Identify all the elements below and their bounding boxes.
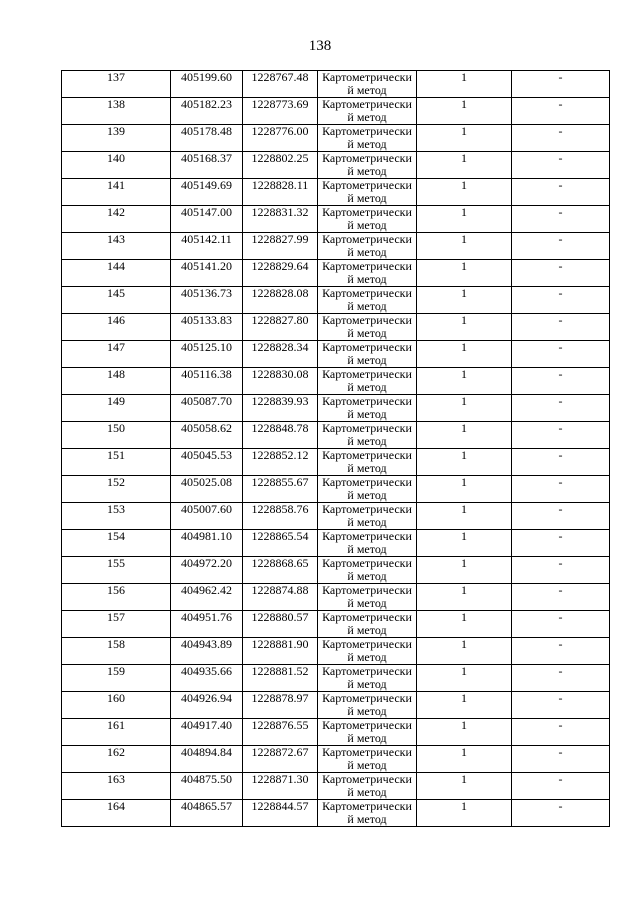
- table-row: [62, 773, 610, 800]
- point-number-cell: 141: [62, 179, 171, 206]
- x-coordinate-cell: 405182.23: [171, 98, 243, 125]
- method-cell: [318, 665, 417, 692]
- description-cell: -: [512, 233, 610, 260]
- method-line-2: й метод: [347, 325, 387, 340]
- point-number-cell: 154: [62, 530, 171, 557]
- method-cell: [318, 530, 417, 557]
- method-line-1: Картометрически: [322, 394, 412, 408]
- method-line-2: й метод: [347, 406, 387, 421]
- accuracy-cell: 1: [417, 98, 512, 125]
- accuracy-cell: 1: [417, 71, 512, 98]
- method-cell: [318, 341, 417, 368]
- x-coordinate-cell: 405045.53: [171, 449, 243, 476]
- method-line-1: Картометрически: [322, 151, 412, 165]
- method-cell: [318, 449, 417, 476]
- method-line-1: Картометрически: [322, 313, 412, 327]
- method-line-1: Картометрически: [322, 529, 412, 543]
- point-number-cell: 157: [62, 611, 171, 638]
- y-coordinate-cell: 1228876.55: [243, 719, 318, 746]
- x-coordinate-cell: 405025.08: [171, 476, 243, 503]
- method-line-1: Картометрически: [322, 421, 412, 435]
- y-coordinate-cell: 1228767.48: [243, 71, 318, 98]
- accuracy-cell: 1: [417, 692, 512, 719]
- method-cell: [318, 125, 417, 152]
- x-coordinate-cell: 404943.89: [171, 638, 243, 665]
- table-row: [62, 719, 610, 746]
- accuracy-cell: 1: [417, 368, 512, 395]
- method-line-1: Картометрически: [322, 664, 412, 678]
- table-row: [62, 611, 610, 638]
- description-cell: -: [512, 449, 610, 476]
- description-cell: -: [512, 584, 610, 611]
- description-cell: -: [512, 476, 610, 503]
- accuracy-cell: 1: [417, 152, 512, 179]
- description-cell: -: [512, 557, 610, 584]
- x-coordinate-cell: 404935.66: [171, 665, 243, 692]
- y-coordinate-cell: 1228874.88: [243, 584, 318, 611]
- method-cell: [318, 584, 417, 611]
- method-line-2: й метод: [347, 271, 387, 286]
- method-line-1: Картометрически: [322, 205, 412, 219]
- method-line-2: й метод: [347, 163, 387, 178]
- point-number-cell: 143: [62, 233, 171, 260]
- accuracy-cell: 1: [417, 314, 512, 341]
- accuracy-cell: 1: [417, 125, 512, 152]
- y-coordinate-cell: 1228880.57: [243, 611, 318, 638]
- method-line-2: й метод: [347, 568, 387, 583]
- y-coordinate-cell: 1228881.52: [243, 665, 318, 692]
- method-line-2: й метод: [347, 433, 387, 448]
- description-cell: -: [512, 179, 610, 206]
- method-cell: [318, 179, 417, 206]
- x-coordinate-cell: 405087.70: [171, 395, 243, 422]
- y-coordinate-cell: 1228868.65: [243, 557, 318, 584]
- point-number-cell: 147: [62, 341, 171, 368]
- table-row: [62, 368, 610, 395]
- point-number-cell: 151: [62, 449, 171, 476]
- table-row: [62, 179, 610, 206]
- point-number-cell: 162: [62, 746, 171, 773]
- table-row: [62, 422, 610, 449]
- method-line-1: Картометрически: [322, 124, 412, 138]
- accuracy-cell: 1: [417, 206, 512, 233]
- method-cell: [318, 692, 417, 719]
- method-cell: [318, 368, 417, 395]
- page-number: 138: [308, 38, 332, 54]
- table-row: [62, 692, 610, 719]
- method-line-1: Картометрически: [322, 637, 412, 651]
- method-line-2: й метод: [347, 352, 387, 367]
- accuracy-cell: 1: [417, 260, 512, 287]
- y-coordinate-cell: 1228839.93: [243, 395, 318, 422]
- point-number-cell: 146: [62, 314, 171, 341]
- description-cell: -: [512, 152, 610, 179]
- method-line-1: Картометрически: [322, 745, 412, 759]
- method-cell: [318, 422, 417, 449]
- method-line-1: Картометрически: [322, 232, 412, 246]
- accuracy-cell: 1: [417, 233, 512, 260]
- table-row: [62, 476, 610, 503]
- point-number-cell: 149: [62, 395, 171, 422]
- point-number-cell: 160: [62, 692, 171, 719]
- x-coordinate-cell: 405133.83: [171, 314, 243, 341]
- x-coordinate-cell: 405142.11: [171, 233, 243, 260]
- method-cell: [318, 773, 417, 800]
- method-cell: [318, 719, 417, 746]
- table-row: [62, 287, 610, 314]
- table-row: [62, 638, 610, 665]
- method-cell: [318, 503, 417, 530]
- point-number-cell: 137: [62, 71, 171, 98]
- method-cell: [318, 71, 417, 98]
- method-line-2: й метод: [347, 784, 387, 799]
- table-row: [62, 125, 610, 152]
- y-coordinate-cell: 1228828.34: [243, 341, 318, 368]
- accuracy-cell: 1: [417, 665, 512, 692]
- description-cell: -: [512, 503, 610, 530]
- method-cell: [318, 98, 417, 125]
- x-coordinate-cell: 404926.94: [171, 692, 243, 719]
- method-cell: [318, 476, 417, 503]
- accuracy-cell: 1: [417, 530, 512, 557]
- method-cell: [318, 314, 417, 341]
- table-row: [62, 206, 610, 233]
- point-number-cell: 152: [62, 476, 171, 503]
- method-line-2: й метод: [347, 379, 387, 394]
- description-cell: -: [512, 692, 610, 719]
- y-coordinate-cell: 1228865.54: [243, 530, 318, 557]
- y-coordinate-cell: 1228858.76: [243, 503, 318, 530]
- table-row: [62, 71, 610, 98]
- point-number-cell: 161: [62, 719, 171, 746]
- table-row: [62, 800, 610, 827]
- method-line-1: Картометрически: [322, 70, 412, 84]
- y-coordinate-cell: 1228827.80: [243, 314, 318, 341]
- method-line-2: й метод: [347, 109, 387, 124]
- accuracy-cell: 1: [417, 638, 512, 665]
- method-line-2: й метод: [347, 595, 387, 610]
- point-number-cell: 159: [62, 665, 171, 692]
- description-cell: -: [512, 773, 610, 800]
- point-number-cell: 150: [62, 422, 171, 449]
- x-coordinate-cell: 404972.20: [171, 557, 243, 584]
- method-line-1: Картометрически: [322, 799, 412, 813]
- method-line-2: й метод: [347, 82, 387, 97]
- x-coordinate-cell: 405199.60: [171, 71, 243, 98]
- accuracy-cell: 1: [417, 476, 512, 503]
- table-row: [62, 233, 610, 260]
- method-line-2: й метод: [347, 487, 387, 502]
- method-line-2: й метод: [347, 244, 387, 259]
- method-line-2: й метод: [347, 757, 387, 772]
- method-line-2: й метод: [347, 676, 387, 691]
- coordinates-table-body: [62, 71, 610, 827]
- method-line-1: Картометрически: [322, 772, 412, 786]
- y-coordinate-cell: 1228878.97: [243, 692, 318, 719]
- method-line-2: й метод: [347, 649, 387, 664]
- point-number-cell: 163: [62, 773, 171, 800]
- method-line-2: й метод: [347, 190, 387, 205]
- method-line-2: й метод: [347, 703, 387, 718]
- method-line-2: й метод: [347, 514, 387, 529]
- method-cell: [318, 557, 417, 584]
- table-row: [62, 395, 610, 422]
- point-number-cell: 148: [62, 368, 171, 395]
- description-cell: -: [512, 611, 610, 638]
- method-cell: [318, 638, 417, 665]
- method-line-1: Картометрически: [322, 367, 412, 381]
- method-line-2: й метод: [347, 622, 387, 637]
- x-coordinate-cell: 405116.38: [171, 368, 243, 395]
- accuracy-cell: 1: [417, 287, 512, 314]
- y-coordinate-cell: 1228855.67: [243, 476, 318, 503]
- method-cell: [318, 395, 417, 422]
- method-line-2: й метод: [347, 298, 387, 313]
- point-number-cell: 140: [62, 152, 171, 179]
- coordinates-table: [61, 70, 610, 827]
- y-coordinate-cell: 1228881.90: [243, 638, 318, 665]
- accuracy-cell: 1: [417, 449, 512, 476]
- method-cell: [318, 287, 417, 314]
- table-row: [62, 746, 610, 773]
- description-cell: -: [512, 287, 610, 314]
- table-row: [62, 98, 610, 125]
- description-cell: -: [512, 98, 610, 125]
- accuracy-cell: 1: [417, 395, 512, 422]
- x-coordinate-cell: 404875.50: [171, 773, 243, 800]
- point-number-cell: 142: [62, 206, 171, 233]
- y-coordinate-cell: 1228844.57: [243, 800, 318, 827]
- y-coordinate-cell: 1228829.64: [243, 260, 318, 287]
- description-cell: -: [512, 800, 610, 827]
- method-line-1: Картометрически: [322, 178, 412, 192]
- method-line-1: Картометрически: [322, 691, 412, 705]
- accuracy-cell: 1: [417, 719, 512, 746]
- x-coordinate-cell: 404951.76: [171, 611, 243, 638]
- point-number-cell: 144: [62, 260, 171, 287]
- method-cell: [318, 206, 417, 233]
- table-row: [62, 557, 610, 584]
- accuracy-cell: 1: [417, 800, 512, 827]
- table-row: [62, 584, 610, 611]
- method-line-1: Картометрически: [322, 340, 412, 354]
- x-coordinate-cell: 404894.84: [171, 746, 243, 773]
- point-number-cell: 145: [62, 287, 171, 314]
- x-coordinate-cell: 405136.73: [171, 287, 243, 314]
- table-row: [62, 665, 610, 692]
- table-row: [62, 152, 610, 179]
- description-cell: -: [512, 260, 610, 287]
- method-cell: [318, 260, 417, 287]
- y-coordinate-cell: 1228871.30: [243, 773, 318, 800]
- y-coordinate-cell: 1228828.11: [243, 179, 318, 206]
- x-coordinate-cell: 404981.10: [171, 530, 243, 557]
- method-line-1: Картометрически: [322, 610, 412, 624]
- table-row: [62, 314, 610, 341]
- description-cell: -: [512, 368, 610, 395]
- y-coordinate-cell: 1228802.25: [243, 152, 318, 179]
- method-line-2: й метод: [347, 136, 387, 151]
- description-cell: -: [512, 530, 610, 557]
- accuracy-cell: 1: [417, 611, 512, 638]
- accuracy-cell: 1: [417, 746, 512, 773]
- description-cell: -: [512, 341, 610, 368]
- y-coordinate-cell: 1228776.00: [243, 125, 318, 152]
- x-coordinate-cell: 404962.42: [171, 584, 243, 611]
- description-cell: -: [512, 125, 610, 152]
- accuracy-cell: 1: [417, 341, 512, 368]
- method-cell: [318, 233, 417, 260]
- method-line-2: й метод: [347, 460, 387, 475]
- point-number-cell: 164: [62, 800, 171, 827]
- accuracy-cell: 1: [417, 179, 512, 206]
- table-row: [62, 530, 610, 557]
- point-number-cell: 139: [62, 125, 171, 152]
- method-line-2: й метод: [347, 811, 387, 826]
- accuracy-cell: 1: [417, 503, 512, 530]
- point-number-cell: 155: [62, 557, 171, 584]
- y-coordinate-cell: 1228827.99: [243, 233, 318, 260]
- y-coordinate-cell: 1228830.08: [243, 368, 318, 395]
- y-coordinate-cell: 1228831.32: [243, 206, 318, 233]
- method-line-1: Картометрически: [322, 583, 412, 597]
- method-line-1: Картометрически: [322, 259, 412, 273]
- point-number-cell: 158: [62, 638, 171, 665]
- method-cell: [318, 611, 417, 638]
- description-cell: -: [512, 206, 610, 233]
- method-line-1: Картометрически: [322, 97, 412, 111]
- description-cell: -: [512, 314, 610, 341]
- y-coordinate-cell: 1228848.78: [243, 422, 318, 449]
- accuracy-cell: 1: [417, 584, 512, 611]
- x-coordinate-cell: 404917.40: [171, 719, 243, 746]
- method-line-2: й метод: [347, 541, 387, 556]
- method-line-2: й метод: [347, 730, 387, 745]
- point-number-cell: 138: [62, 98, 171, 125]
- description-cell: -: [512, 395, 610, 422]
- y-coordinate-cell: 1228872.67: [243, 746, 318, 773]
- x-coordinate-cell: 404865.57: [171, 800, 243, 827]
- description-cell: -: [512, 746, 610, 773]
- description-cell: -: [512, 422, 610, 449]
- method-line-1: Картометрически: [322, 502, 412, 516]
- method-line-1: Картометрически: [322, 448, 412, 462]
- table-row: [62, 503, 610, 530]
- method-line-1: Картометрически: [322, 556, 412, 570]
- method-line-1: Картометрически: [322, 718, 412, 732]
- x-coordinate-cell: 405147.00: [171, 206, 243, 233]
- x-coordinate-cell: 405007.60: [171, 503, 243, 530]
- description-cell: -: [512, 665, 610, 692]
- y-coordinate-cell: 1228852.12: [243, 449, 318, 476]
- method-line-1: Картометрически: [322, 475, 412, 489]
- x-coordinate-cell: 405149.69: [171, 179, 243, 206]
- method-cell: [318, 746, 417, 773]
- x-coordinate-cell: 405058.62: [171, 422, 243, 449]
- table-row: [62, 260, 610, 287]
- accuracy-cell: 1: [417, 557, 512, 584]
- x-coordinate-cell: 405168.37: [171, 152, 243, 179]
- table-row: [62, 449, 610, 476]
- method-line-2: й метод: [347, 217, 387, 232]
- accuracy-cell: 1: [417, 422, 512, 449]
- description-cell: -: [512, 638, 610, 665]
- method-cell: [318, 152, 417, 179]
- table-row: [62, 341, 610, 368]
- y-coordinate-cell: 1228828.08: [243, 287, 318, 314]
- x-coordinate-cell: 405125.10: [171, 341, 243, 368]
- description-cell: -: [512, 71, 610, 98]
- x-coordinate-cell: 405141.20: [171, 260, 243, 287]
- method-cell: [318, 800, 417, 827]
- description-cell: -: [512, 719, 610, 746]
- point-number-cell: 156: [62, 584, 171, 611]
- accuracy-cell: 1: [417, 773, 512, 800]
- method-line-1: Картометрически: [322, 286, 412, 300]
- x-coordinate-cell: 405178.48: [171, 125, 243, 152]
- y-coordinate-cell: 1228773.69: [243, 98, 318, 125]
- point-number-cell: 153: [62, 503, 171, 530]
